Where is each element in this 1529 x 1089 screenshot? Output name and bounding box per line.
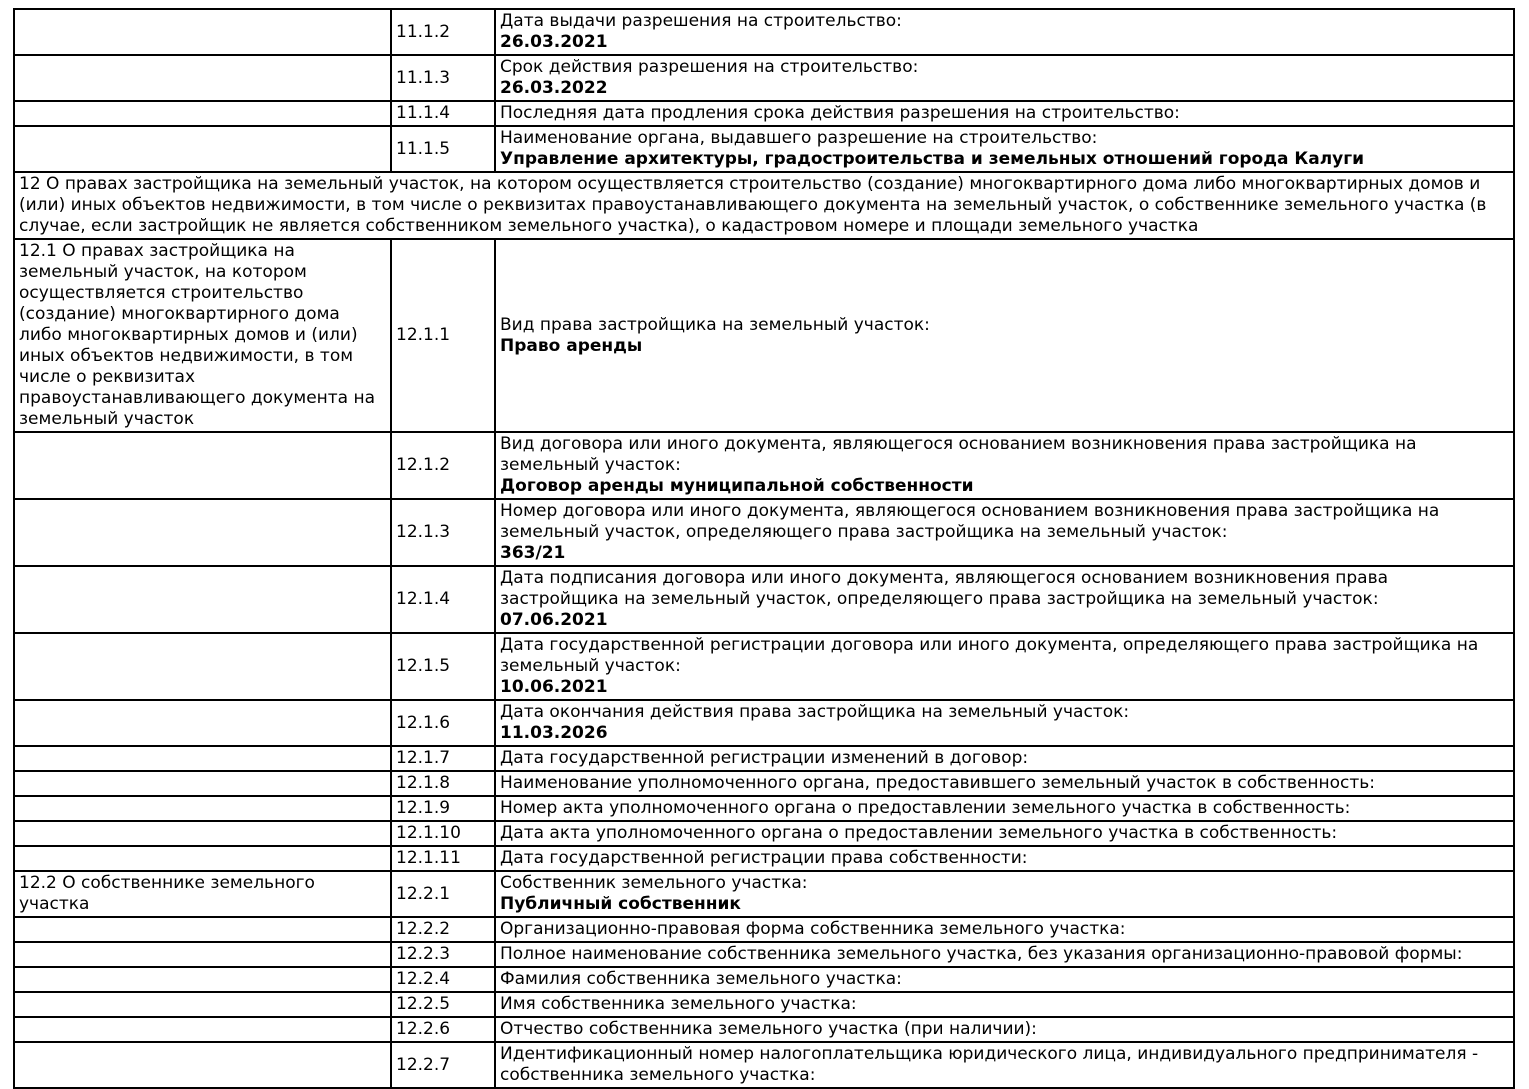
row-content-cell xyxy=(495,9,1514,55)
row-left-cell xyxy=(14,992,391,1017)
row-content-cell xyxy=(495,771,1514,796)
row-left-cell xyxy=(14,126,391,172)
row-number-cell: 12.2.3 xyxy=(391,942,495,967)
row-number-cell: 11.1.2 xyxy=(391,9,495,55)
row-left-cell xyxy=(14,746,391,771)
row-value: Право аренды xyxy=(500,335,643,356)
row-content-cell xyxy=(495,1042,1514,1088)
row-label: Дата выдачи разрешения на строительство: xyxy=(500,11,902,31)
table-row xyxy=(14,871,1514,917)
row-content-cell xyxy=(495,821,1514,846)
table-row xyxy=(14,1017,1514,1042)
row-number-cell: 11.1.5 xyxy=(391,126,495,172)
row-label: Номер договора или иного документа, являющегося основанием возникновения права застройщика на земельный участок, определяющего права застройщика на земельный участок: xyxy=(500,501,1440,542)
section-header-row xyxy=(14,172,1514,239)
row-content-cell xyxy=(495,942,1514,967)
table-row xyxy=(14,846,1514,871)
row-label: Дата государственной регистрации договора или иного документа, определяющего права застройщика на земельный участок: xyxy=(500,635,1479,676)
row-content-cell xyxy=(495,126,1514,172)
row-left-cell xyxy=(14,821,391,846)
row-value: 363/21 xyxy=(500,543,566,563)
row-value: 26.03.2022 xyxy=(500,78,608,98)
row-label: Вид права застройщика на земельный участок: xyxy=(500,314,930,335)
row-label: Дата государственной регистрации изменений в договор: xyxy=(500,748,1029,768)
row-label: Отчество собственника земельного участка (при наличии): xyxy=(500,1019,1037,1039)
row-label: Номер акта уполномоченного органа о предоставлении земельного участка в собственность: xyxy=(500,798,1351,818)
row-number-cell: 12.1.3 xyxy=(391,499,495,566)
row-content-cell xyxy=(495,101,1514,126)
row-left-cell xyxy=(14,55,391,101)
table-row xyxy=(14,239,1514,432)
row-label: Идентификационный номер налогоплательщика юридического лица, индивидуального предпринимателя - собственника земельного участка: xyxy=(500,1044,1479,1085)
row-number-cell: 12.2.5 xyxy=(391,992,495,1017)
row-left-cell xyxy=(14,1042,391,1088)
row-label: Последняя дата продления срока действия разрешения на строительство: xyxy=(500,103,1180,123)
row-content-cell xyxy=(495,992,1514,1017)
row-label: Имя собственника земельного участка: xyxy=(500,994,857,1014)
table-row xyxy=(14,700,1514,746)
row-number-cell: 12.2.4 xyxy=(391,967,495,992)
row-label: Дата окончания действия права застройщика на земельный участок: xyxy=(500,702,1130,722)
row-number-cell: 11.1.4 xyxy=(391,101,495,126)
row-left-cell xyxy=(14,917,391,942)
table-row xyxy=(14,9,1514,55)
row-left-cell xyxy=(14,796,391,821)
table-row xyxy=(14,432,1514,499)
row-content-cell xyxy=(495,633,1514,700)
project-declaration-table xyxy=(13,8,1515,1089)
row-left-cell xyxy=(14,1017,391,1042)
table-row xyxy=(14,101,1514,126)
row-number-cell: 12.1.6 xyxy=(391,700,495,746)
row-content-cell xyxy=(495,796,1514,821)
row-number-cell: 12.2.7 xyxy=(391,1042,495,1088)
table-row xyxy=(14,917,1514,942)
table-row xyxy=(14,771,1514,796)
row-number-cell: 12.2.1 xyxy=(391,871,495,917)
row-label: Наименование уполномоченного органа, предоставившего земельный участок в собственность: xyxy=(500,773,1375,793)
table-row xyxy=(14,796,1514,821)
row-number-cell: 12.1.2 xyxy=(391,432,495,499)
row-content-cell xyxy=(495,566,1514,633)
row-left-cell xyxy=(14,846,391,871)
table-row xyxy=(14,942,1514,967)
row-left-cell xyxy=(14,967,391,992)
table-row xyxy=(14,821,1514,846)
row-left-cell xyxy=(14,499,391,566)
table-row xyxy=(14,499,1514,566)
row-label: Дата подписания договора или иного документа, являющегося основанием возникновения права застройщика на земельный участок, определяющего права застройщика на земельный участок: xyxy=(500,568,1389,609)
row-content-cell xyxy=(495,871,1514,917)
row-number-cell: 12.1.1 xyxy=(391,239,495,432)
row-number-cell: 12.1.8 xyxy=(391,771,495,796)
row-left-cell xyxy=(14,771,391,796)
table-row xyxy=(14,1042,1514,1088)
row-content-cell xyxy=(495,846,1514,871)
row-value: Публичный собственник xyxy=(500,894,741,914)
row-number-cell: 12.1.11 xyxy=(391,846,495,871)
row-value: Управление архитектуры, градостроительства и земельных отношений города Калуги xyxy=(500,149,1365,169)
table-row xyxy=(14,746,1514,771)
row-value: 11.03.2026 xyxy=(500,723,608,743)
row-left-cell xyxy=(14,9,391,55)
row-number-cell: 11.1.3 xyxy=(391,55,495,101)
row-left-cell: 12.1 О правах застройщика на земельный участок, на котором осуществляется строительство (создание) многоквартирного дома либо многоквартирных домов и (или) иных объектов недвижимости, в том числе о реквизитах правоустанавливающего документа на земельный участок xyxy=(14,239,391,432)
row-content-cell xyxy=(495,917,1514,942)
row-value: 07.06.2021 xyxy=(500,610,608,630)
row-label: Вид договора или иного документа, являющегося основанием возникновения права застройщика на земельный участок: xyxy=(500,434,1417,475)
row-left-cell xyxy=(14,432,391,499)
row-content-cell xyxy=(495,967,1514,992)
row-left-cell: 12.2 О собственнике земельного участка xyxy=(14,871,391,917)
table-body xyxy=(14,9,1514,1088)
row-number-cell: 12.1.10 xyxy=(391,821,495,846)
row-left-cell xyxy=(14,700,391,746)
table-row xyxy=(14,633,1514,700)
row-value: Договор аренды муниципальной собственности xyxy=(500,476,974,496)
row-label: Срок действия разрешения на строительство: xyxy=(500,57,919,77)
row-value: 10.06.2021 xyxy=(500,677,608,697)
table-row xyxy=(14,992,1514,1017)
row-content-cell xyxy=(495,55,1514,101)
row-number-cell: 12.1.7 xyxy=(391,746,495,771)
table-row xyxy=(14,566,1514,633)
table-row xyxy=(14,126,1514,172)
row-label: Собственник земельного участка: xyxy=(500,873,808,893)
row-number-cell: 12.1.9 xyxy=(391,796,495,821)
row-label: Фамилия собственника земельного участка: xyxy=(500,969,902,989)
row-left-cell xyxy=(14,101,391,126)
row-content-cell xyxy=(495,1017,1514,1042)
row-content-cell xyxy=(495,700,1514,746)
row-label: Дата государственной регистрации права собственности: xyxy=(500,848,1028,868)
row-content-cell xyxy=(495,499,1514,566)
row-left-cell xyxy=(14,633,391,700)
row-label: Организационно-правовая форма собственника земельного участка: xyxy=(500,919,1126,939)
row-number-cell: 12.2.2 xyxy=(391,917,495,942)
row-left-cell xyxy=(14,566,391,633)
row-label: Наименование органа, выдавшего разрешение на строительство: xyxy=(500,128,1098,148)
table-row xyxy=(14,967,1514,992)
section-header-cell: 12 О правах застройщика на земельный участок, на котором осуществляется строительство (создание) многоквартирного дома либо многоквартирных домов и (или) иных объектов недвижимости, в том числе о реквизитах правоустанавливающего документа на земельный участок, о собственнике земельного участка (в случае, если застройщик не является собственником земельного участка), о кадастровом номере и площади земельного участка xyxy=(14,172,1514,239)
row-number-cell: 12.1.5 xyxy=(391,633,495,700)
row-number-cell: 12.1.4 xyxy=(391,566,495,633)
row-content-cell xyxy=(495,432,1514,499)
row-label: Дата акта уполномоченного органа о предоставлении земельного участка в собственность: xyxy=(500,823,1338,843)
row-value: 26.03.2021 xyxy=(500,32,608,52)
row-content-cell xyxy=(495,746,1514,771)
row-label: Полное наименование собственника земельного участка, без указания организационно-правовой формы: xyxy=(500,944,1463,964)
row-content-cell xyxy=(495,239,1514,432)
row-number-cell: 12.2.6 xyxy=(391,1017,495,1042)
row-left-cell xyxy=(14,942,391,967)
table-row xyxy=(14,55,1514,101)
